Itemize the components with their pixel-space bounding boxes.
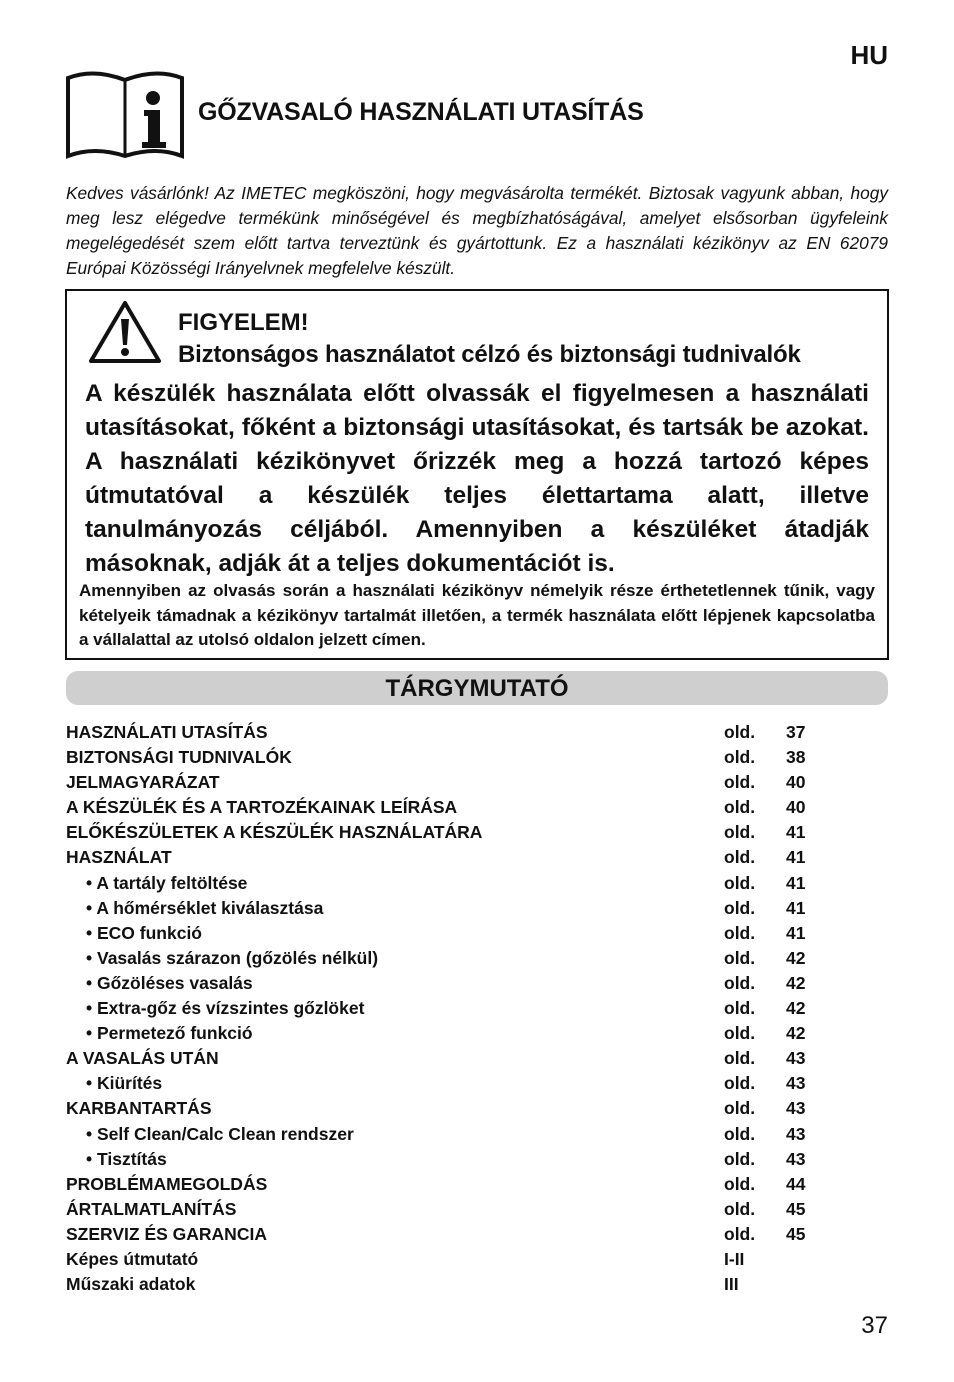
toc-entry-label: KARBANTARTÁS [66, 1098, 212, 1119]
toc-entry-page: 43 [786, 1148, 806, 1169]
toc-entry [66, 996, 826, 1021]
toc-entry-old: I-II [724, 1248, 745, 1269]
safety-warning-box [65, 289, 889, 660]
toc-entry-page: 41 [786, 922, 806, 943]
toc-entry [66, 770, 826, 795]
toc-entry [66, 1172, 826, 1197]
toc-entry-old: old. [724, 1148, 756, 1169]
toc-entry-label: PROBLÉMAMEGOLDÁS [66, 1173, 268, 1194]
toc-entry-label: • ECO funkció [86, 922, 202, 943]
page-number: 37 [861, 1312, 888, 1339]
toc-entry-page: 40 [786, 797, 806, 818]
toc-entry-label: BIZTONSÁGI TUDNIVALÓK [66, 747, 292, 768]
toc-entry-page: 41 [786, 897, 806, 918]
toc-entry-page: 43 [786, 1123, 806, 1144]
toc-entry [66, 1122, 826, 1147]
warning-note: Amennyiben az olvasás során a használati kézikönyv némelyik része érthetetlennek tűnik, vagy kételyeik támadnak a kézikönyv tartalmát illetően, a termék használata előtt lépjenek kapcsolatba a vállalattal az utolsó oldalon jelzett címen. [79, 581, 875, 649]
toc-entry-old: old. [724, 772, 756, 793]
toc-entry-page: 42 [786, 947, 806, 968]
toc-entry [66, 896, 826, 921]
toc-entry-page: 44 [786, 1173, 806, 1194]
toc-entry-page: 41 [786, 847, 806, 868]
toc-entry-page: 37 [786, 722, 806, 742]
toc-entry-label: • Tisztítás [86, 1148, 167, 1169]
toc-entry-label: Képes útmutató [66, 1248, 199, 1269]
toc-entry-old: old. [724, 747, 756, 768]
toc-entry-old: old. [724, 1198, 756, 1219]
toc-entry-page: 42 [786, 1023, 806, 1044]
toc-entry-label: • A tartály feltöltése [86, 872, 248, 893]
toc-entry-old: old. [724, 722, 756, 742]
toc-entry-label: HASZNÁLATI UTASÍTÁS [66, 722, 268, 742]
document-title: GŐZVASALÓ HASZNÁLATI UTASÍTÁS [198, 98, 644, 126]
toc-entry-page: 41 [786, 872, 806, 893]
toc-entry-old: old. [724, 972, 756, 993]
warning-body: A készülék használata előtt olvassák el figyelmesen a használati utasításokat, főként a biztonsági utasításokat, és tartsák be azokat. A használati kézikönyvet őrizzék meg a hozzá tartozó képes útmutatóval a készülék teljes élettartama alatt, illetve tanulmányozás céljából. Amennyiben a készüléket átadják másoknak, adják át a teljes dokumentációt is. [85, 380, 869, 577]
warning-triangle-icon [87, 299, 163, 365]
toc-entry [66, 1272, 826, 1297]
toc-entry [66, 1222, 826, 1247]
toc-entry-label: Műszaki adatok [66, 1274, 196, 1295]
toc-entry-label: A VASALÁS UTÁN [66, 1048, 219, 1069]
toc-entry [66, 720, 826, 745]
toc-entry-old: old. [724, 797, 756, 818]
toc-entry-old: old. [724, 1073, 756, 1094]
toc-entry-label: • Extra-gőz és vízszintes gőzlöket [86, 998, 365, 1019]
toc-entry-label: • Gőzöléses vasalás [86, 972, 253, 993]
toc-entry [66, 1197, 826, 1222]
toc-entry-old: old. [724, 947, 756, 968]
toc-entry-label: JELMAGYARÁZAT [66, 772, 220, 793]
toc-entry [66, 971, 826, 996]
toc-entry-page: 43 [786, 1073, 806, 1094]
toc-entry-label: HASZNÁLAT [66, 847, 172, 868]
toc-entry-old: old. [724, 922, 756, 943]
toc-entry-label: • Permetező funkció [86, 1023, 253, 1044]
warning-heading: FIGYELEM! [178, 309, 309, 336]
info-book-icon [64, 70, 186, 160]
toc-entry-label: • A hőmérséklet kiválasztása [86, 897, 324, 918]
toc-entry-label: • Vasalás szárazon (gőzölés nélkül) [86, 947, 379, 968]
toc-entry [66, 1046, 826, 1071]
toc-entry-old: old. [724, 1023, 756, 1044]
toc-entry-old: old. [724, 872, 756, 893]
toc-entry [66, 1147, 826, 1172]
toc-entry-old: old. [724, 822, 756, 843]
toc-entry [66, 1247, 826, 1272]
toc-entry-old: old. [724, 1173, 756, 1194]
toc-entry-label: SZERVIZ ÉS GARANCIA [66, 1223, 267, 1244]
toc-entry-page: 43 [786, 1098, 806, 1119]
toc-entry-old: old. [724, 998, 756, 1019]
toc-entry-page: 43 [786, 1048, 806, 1069]
intro-paragraph: Kedves vásárlónk! Az IMETEC megköszöni, hogy megvásárolta termékét. Biztosak vagyunk abban, hogy meg lesz elégedve termékünk minőségével és megbízhatóságával, amelyet elsősorban ügyfeleink megelégedését szem előtt tartva terveztünk és gyártottunk. Ez a használati kézikönyv az EN 62079 Európai Közösségi Irányelvnek megfelelve készült. [66, 183, 888, 278]
toc-entry-label: • Kiürítés [86, 1073, 163, 1094]
toc-entry [66, 1071, 826, 1096]
toc-entry [66, 921, 826, 946]
toc-entry-page: 40 [786, 772, 806, 793]
toc-entry-page: 42 [786, 972, 806, 993]
toc-entry [66, 745, 826, 770]
toc-entry-old: old. [724, 847, 756, 868]
toc-entry-old: old. [724, 1223, 756, 1244]
toc-entry [66, 946, 826, 971]
toc-entry-label: A KÉSZÜLÉK ÉS A TARTOZÉKAINAK LEÍRÁSA [66, 797, 458, 818]
toc-entry-page: 38 [786, 747, 806, 768]
toc-entry [66, 795, 826, 820]
toc-entry-page: 45 [786, 1223, 806, 1244]
language-code: HU [850, 40, 888, 70]
toc-entry-old: III [724, 1274, 739, 1295]
toc-entry-page: 42 [786, 998, 806, 1019]
toc-entry-old: old. [724, 1123, 756, 1144]
toc-title-bar: TÁRGYMUTATÓ [66, 671, 888, 705]
warning-subheading: Biztonságos használatot célzó és biztonsági tudnivalók [178, 341, 801, 368]
toc-entry-old: old. [724, 1048, 756, 1069]
toc-entry-old: old. [724, 897, 756, 918]
toc-entry-label: • Self Clean/Calc Clean rendszer [86, 1123, 354, 1144]
toc-entry-label: ÁRTALMATLANÍTÁS [66, 1198, 237, 1219]
toc-entry-page: 41 [786, 822, 806, 843]
toc-entry-page: 45 [786, 1198, 806, 1219]
toc-entry [66, 1096, 826, 1121]
toc-entry-old: old. [724, 1098, 756, 1119]
toc-entry [66, 871, 826, 896]
toc-entry [66, 820, 826, 845]
toc-entry [66, 1021, 826, 1046]
toc-entry [66, 845, 826, 870]
table-of-contents [66, 720, 826, 1297]
toc-entry-label: ELŐKÉSZÜLETEK A KÉSZÜLÉK HASZNÁLATÁRA [66, 822, 483, 843]
